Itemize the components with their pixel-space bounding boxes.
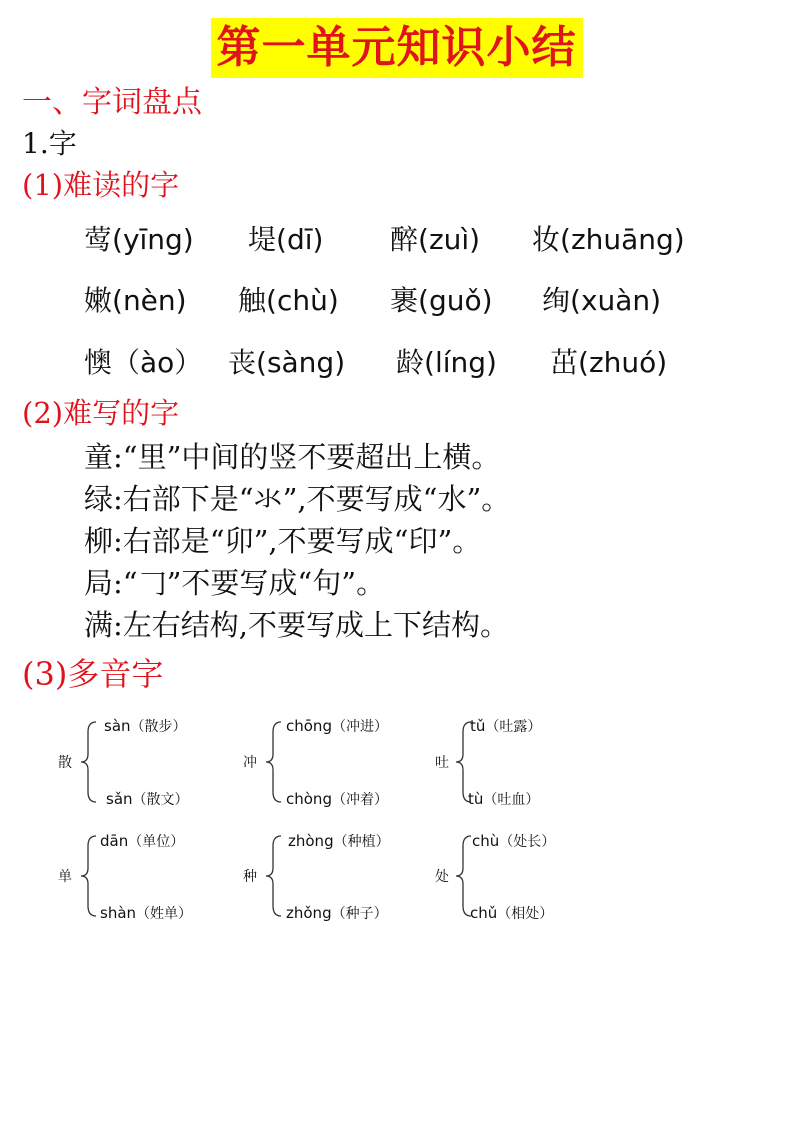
reading-item [390, 222, 480, 258]
heading-hard-to-write: (2)难写的字 [22, 396, 180, 430]
polyphonic-char: 种 [243, 869, 257, 885]
reading-item [542, 283, 661, 319]
reading-item [84, 345, 202, 381]
writing-rule: 柳:右部是“卯”,不要写成“印”。 [84, 524, 482, 558]
polyphonic-reading-bottom: chòng（冲着） [286, 790, 388, 808]
subsection-heading-characters: 1.字 [22, 127, 77, 160]
reading-char: 绚 [542, 284, 571, 317]
polyphonic-char: 冲 [243, 755, 257, 771]
reading-pinyin: (guǒ) [418, 284, 493, 317]
reading-pinyin: (xuàn) [570, 284, 662, 317]
reading-char: 莺 [84, 223, 113, 256]
writing-rule: 童:“里”中间的竖不要超出上横。 [84, 440, 501, 474]
reading-pinyin: (sàng) [256, 346, 346, 379]
reading-pinyin: (zuì) [418, 223, 481, 256]
reading-pinyin: （ào） [112, 346, 203, 379]
reading-pinyin: (yīng) [112, 223, 194, 256]
polyphonic-reading-top: sàn（散步） [104, 717, 187, 735]
heading-hard-to-read: (1)难读的字 [22, 168, 180, 202]
reading-pinyin: (zhuó) [578, 346, 668, 379]
reading-char: 丧 [228, 346, 257, 379]
reading-item [390, 283, 493, 319]
reading-char: 醉 [390, 223, 419, 256]
reading-pinyin: (chù) [266, 284, 339, 317]
reading-pinyin: (zhuāng) [560, 223, 685, 256]
reading-item [550, 345, 667, 381]
reading-item [238, 283, 339, 319]
brace-icon [263, 834, 285, 918]
page-title: 第一单元知识小结 [211, 18, 583, 78]
polyphonic-reading-bottom: chǔ（相处） [470, 904, 554, 922]
polyphonic-reading-bottom: shàn（姓单） [100, 904, 193, 922]
brace-icon [263, 720, 285, 804]
reading-char: 触 [238, 284, 267, 317]
polyphonic-reading-bottom: zhǒng（种子） [286, 904, 388, 922]
polyphonic-reading-top: chōng（冲进） [286, 717, 388, 735]
polyphonic-reading-bottom: sǎn（散文） [106, 790, 189, 808]
brace-icon [78, 720, 100, 804]
reading-item [84, 283, 187, 319]
polyphonic-reading-top: chù（处长） [472, 832, 556, 850]
reading-pinyin: (dī) [276, 223, 324, 256]
writing-rule: 绿:右部下是“氺”,不要写成“水”。 [84, 482, 511, 516]
heading-polyphonic: (3)多音字 [22, 655, 164, 693]
reading-item [84, 222, 194, 258]
polyphonic-reading-top: zhòng（种植） [288, 832, 390, 850]
writing-rule: 满:左右结构,不要写成上下结构。 [84, 608, 509, 642]
reading-char: 嫩 [84, 284, 113, 317]
reading-char: 龄 [396, 346, 425, 379]
reading-item [532, 222, 685, 258]
section-heading-vocabulary: 一、字词盘点 [22, 85, 202, 120]
reading-item [396, 345, 497, 381]
title-container [0, 18, 793, 78]
reading-char: 妆 [532, 223, 561, 256]
reading-pinyin: (nèn) [112, 284, 187, 317]
polyphonic-char: 单 [58, 869, 72, 885]
reading-item [228, 345, 345, 381]
writing-rule: 局:“𠃌”不要写成“句”。 [84, 566, 386, 600]
reading-item [248, 222, 323, 258]
reading-char: 懊 [84, 346, 113, 379]
brace-icon [78, 834, 100, 918]
reading-char: 裹 [390, 284, 419, 317]
reading-char: 茁 [550, 346, 579, 379]
polyphonic-reading-top: dān（单位） [100, 832, 185, 850]
polyphonic-char: 散 [58, 755, 72, 771]
polyphonic-char: 处 [435, 869, 449, 885]
polyphonic-reading-top: tǔ（吐露） [470, 717, 542, 735]
polyphonic-char: 吐 [435, 755, 449, 771]
polyphonic-reading-bottom: tù（吐血） [468, 790, 540, 808]
reading-pinyin: (líng) [424, 346, 497, 379]
reading-char: 堤 [248, 223, 277, 256]
